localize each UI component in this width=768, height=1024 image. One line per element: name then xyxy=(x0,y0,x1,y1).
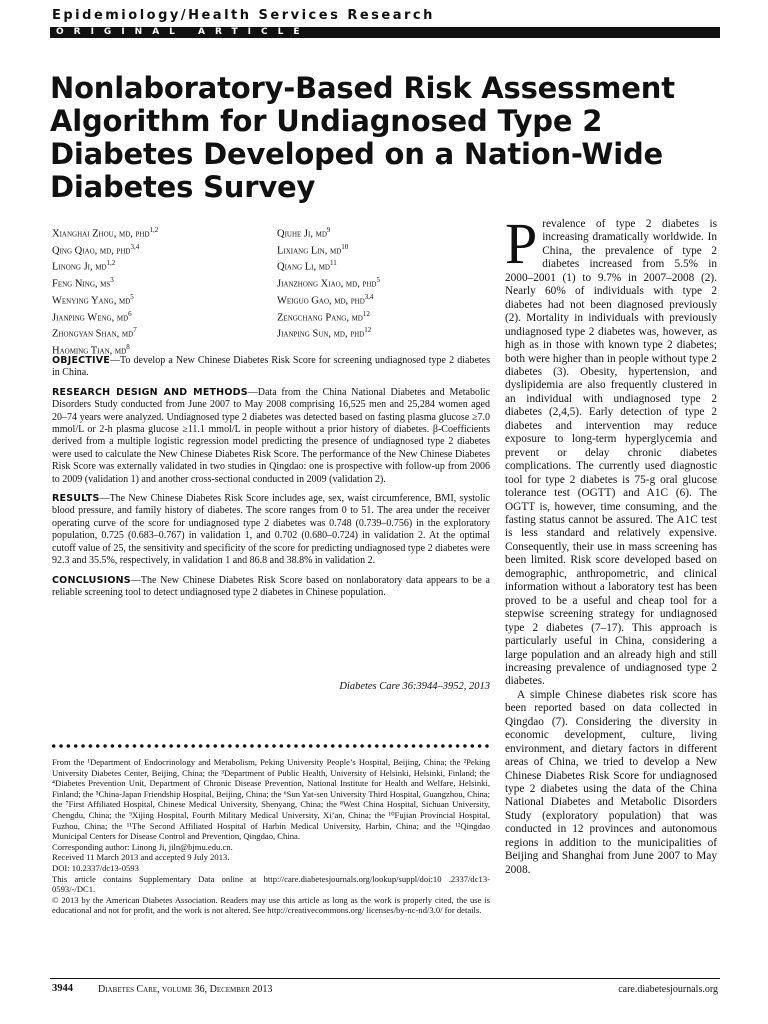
footnotes xyxy=(52,757,490,916)
body-text-column xyxy=(505,211,717,877)
author: Zhongyan Shan, $md^7$ xyxy=(52,326,137,340)
drop-cap: P xyxy=(505,211,538,276)
body-paragraph: Prevalence of type 2 diabetes is increasing dramatically worldwide. In China, the prevalence of type 2 diabetes increased from 5.5% in 2000–2001 (1) to 9.7% in 2007–2008 (2). Nearly 60% of individuals with type 2 diabetes had not been diagnosed previously (2). Mortality in individuals with previously undiagnosed type 2 diabetes was, however, as high as in those with known type 2 diabetes; both were higher than in people without type 2 diabetes (3). Obesity, hypertension, and dyslipidemia are also frequently clustered in an individual with undiagnosed type 2 diabetes (2,4,5). Early detection of type 2 diabetes and intervention may reduce exposure to long-term hyperglycemia and prevent or delay chronic diabetes complications. The currently used diagnostic tool for type 2 diabetes is 75-g oral glucose tolerance test (OGTT) and A1C (6). The OGTT is, however, time consuming, and the fasting status cannot be assured. The A1C test is less standard and relatively expensive. Consequently, their use in mass screening has been limited. Risk score developed based on demographic, anthropometric, and clinical information without a laboratory test has been proved to be a useful and cheap tool for a stepwise screening strategy for undiagnosed type 2 diabetes (7–17). This approach is particularly useful in China, considering a large population and an already high and still increasing prevalence of undiagnosed type 2 diabetes. xyxy=(505,211,717,688)
page-number: 3944 xyxy=(52,983,73,994)
author: Jianping Weng, $md^6$ xyxy=(52,309,132,324)
author: Jianping Sun, md, phd$^{12}$ xyxy=(277,326,372,340)
abstract-objective: OBJECTIVE—To develop a New Chinese Diabetes Risk Score for screening undiagnosed type 2 diabetes in China. xyxy=(52,355,490,379)
author: Feng Ning, $ms^3$ xyxy=(52,276,114,290)
author: Zengchang Pang, $md^{12}$ xyxy=(277,309,370,324)
article-type-bar: ORIGINAL ARTICLE xyxy=(50,27,720,38)
abstract-heading: CONCLUSIONS xyxy=(52,574,131,586)
footer-url: care.diabetesjournals.org xyxy=(618,984,718,995)
footer-rule xyxy=(50,978,720,979)
corresponding-author: Corresponding author: Linong Ji, jiln@bjmu.edu.cn. xyxy=(52,841,233,852)
abstract-methods: RESEARCH DESIGN AND METHODS—Data from the China National Diabetes and Metabolic Disorders Study conducted from June 2007 to May 2008 comprising 16,525 men and 25,284 women aged 20–74 years were analyzed. Undiagnosed type 2 diabetes was detected based on fasting plasma glucose ≥7.0 mmol/L or 2-h plasma glucose ≥11.1 mmol/L in people without a prior history of diabetes. β-Coefficients derived from a multiple logistic regression model predicting the presence of undiagnosed type 2 diabetes were used to calculate the New Chinese Diabetes Risk Score. The performance of the New Chinese Diabetes Risk Score was externally validated in two studies in Qingdao: one is prospective with follow-up from 2006 to 2009 (validation 1) and another cross-sectional conducted in 2009 (validation 2). xyxy=(52,386,490,485)
author: Jianzhong Xiao, md, phd$^5$ xyxy=(277,276,380,290)
author: Qing Qiao, md, phd$^{3,4}$ xyxy=(52,242,140,257)
author: Weiguo Gao, md, phd$^{3,4}$ xyxy=(277,292,374,307)
abstract-heading: OBJECTIVE xyxy=(52,355,110,366)
footer-journal: Diabetes Care, volume 36, December 2013 xyxy=(98,984,273,995)
abstract xyxy=(52,355,490,606)
author: Qiang Li, $md^{11}$ xyxy=(277,259,337,273)
author-list-left xyxy=(52,224,158,358)
body-paragraph: A simple Chinese diabetes risk score has been reported based on data collected in Qingdao (7). Considering the diversity in economic development, culture, living environment, and dietary factors in different areas of China, we tried to develop a New Chinese Diabetes Risk Score for undiagnosed type 2 diabetes using the data of the China National Diabetes and Metabolic Disorders Study (exploratory population) that was conducted in 12 provinces and autonomous regions in addition to the municipalities of Beijing and Shanghai from June 2007 to May 2008. xyxy=(505,688,717,876)
author: Linong Ji, md$^{1,2}$ xyxy=(52,259,116,273)
abstract-results: RESULTS—The New Chinese Diabetes Risk Score includes age, sex, waist circumference, BMI, systolic blood pressure, and family history of diabetes. The score ranges from 0 to 51. The area under the receiver operating curve of the score for undiagnosed type 2 diabetes was 0.748 (0.739–0.756) in the exploratory population, 0.725 (0.683–0.767) in validation 1, and 0.702 (0.680–0.724) in validation 2. At the optimal cutoff value of 25, the sensitivity and specificity of the score for predicting undiagnosed type 2 diabetes were 92.3 and 35.5%, respectively, in validation 1 and 86.8 and 38.8% in validation 2. xyxy=(52,493,490,567)
section-header: Epidemiology/Health Services Research xyxy=(52,8,435,23)
author: Lixiang Lin, $md^{10}$ xyxy=(277,242,349,257)
author: Qiuhe Ji, $md^9$ xyxy=(277,226,331,240)
doi: DOI: 10.2337/dc13-0593 xyxy=(52,862,139,873)
author: Haoming Tian, $md^8$ xyxy=(52,342,130,357)
author: Xianghai Zhou, md, phd$^{1,2}$ xyxy=(52,226,159,240)
dotted-divider xyxy=(50,743,492,749)
article-title: Nonlaboratory-Based Risk Assessment Algorithm for Undiagnosed Type 2 Diabetes Developed on a Nation-Wide Diabetes Survey xyxy=(50,71,675,204)
abstract-conclusions: CONCLUSIONS—The New Chinese Diabetes Risk Score based on nonlaboratory data appears to be a reliable screening tool to detect undiagnosed type 2 diabetes in Chinese population. xyxy=(52,574,490,598)
citation: Diabetes Care 36:3944–3952, 2013 xyxy=(339,681,490,692)
abstract-heading: RESEARCH DESIGN AND METHODS xyxy=(52,386,248,398)
affiliations: From the ¹Department of Endocrinology and Metabolism, Peking University People’s Hospital, Beijing, China; the ²Peking University Diabetes Center, Beijing, China; the ³Department of Public Health, University of Helsinki, Helsinki, Finland; the ⁴Diabetes Prevention Unit, Department of Chronic Disease Prevention, National Institute for Health and Welfare, Helsinki, Finland; the ⁵China-Japan Friendship Hospital, Beijing, China; the ⁶Sun Yat-sen University Third Hospital, Guangzhou, China; the ⁷First Affiliated Hospital, Chinese Medical University, Shenyang, China; the ⁸West China Hospital, Sichuan University, Chengdu, China; the ⁹Xijing Hospital, Fourth Military Medical University, Xi’an, China; the ¹⁰Fujian Provincial Hospital, Fuzhou, China; the ¹¹The Second Affiliated Hospital of Harbin Medical University, Harbin, China; and the ¹²Qingdao Municipal Centers for Disease Control and Prevention, Qingdao, China. xyxy=(52,757,490,842)
author: Wenying Yang, $md^5$ xyxy=(52,292,134,307)
abstract-heading: RESULTS xyxy=(52,493,100,505)
supplementary-note: This article contains Supplementary Data online at http://care.diabetesjournals.org/lookup/suppl/doi:10 .2337/dc13-0593/-/DC1. xyxy=(52,873,490,895)
copyright: © 2013 by the American Diabetes Association. Readers may use this article as long as the work is properly cited, the use is educational and not for profit, and the work is not altered. See http://creativecommons.org/ licenses/by-nc-nd/3.0/ for details. xyxy=(52,894,490,916)
author-list-right xyxy=(277,224,380,341)
received-date: Received 11 March 2013 and accepted 9 July 2013. xyxy=(52,852,230,863)
